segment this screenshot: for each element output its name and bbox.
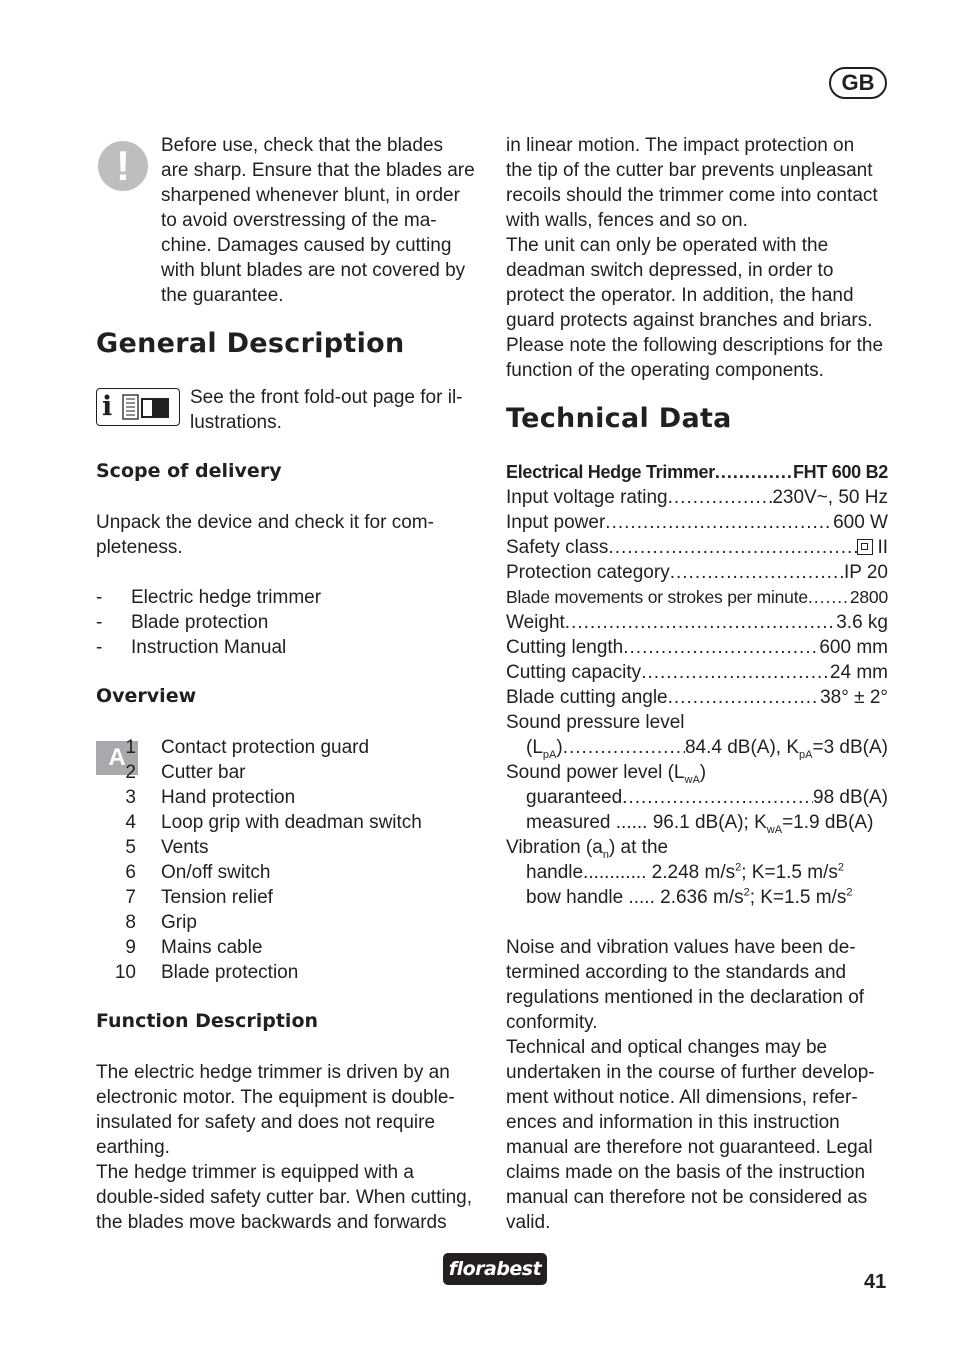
leader-dots	[668, 685, 820, 710]
text-line: pleteness.	[96, 537, 183, 558]
bow-k: ; K=1.5 m/s	[749, 887, 847, 908]
spec-row-sound-pressure-value	[506, 735, 888, 760]
measured-text: measured ...... 96.1 dB(A); K	[526, 812, 767, 833]
vib-close: ) at the	[608, 837, 669, 858]
text-line: valid.	[506, 1212, 551, 1233]
text-line: deadman switch depressed, in order to	[506, 260, 834, 281]
item-number: 2	[125, 762, 136, 783]
dash: -	[96, 612, 103, 633]
item-label: Hand protection	[161, 787, 296, 808]
spec-value: FHT 600 B2	[792, 462, 888, 482]
item-label: Vents	[161, 837, 209, 858]
spec-label	[526, 810, 873, 835]
handle-k: ; K=1.5 m/s	[741, 862, 838, 883]
text-line: claims made on the basis of the instruction	[506, 1162, 866, 1183]
lwa-sub: wA	[684, 773, 700, 785]
spec-row-cutting-length	[506, 635, 888, 660]
text-line: recoils should the trimmer come into contact	[506, 185, 878, 206]
list-item	[96, 910, 486, 935]
spec-row-sound-pressure-label	[506, 710, 888, 735]
list-item	[96, 810, 486, 835]
text-line: lustrations.	[190, 412, 282, 433]
spec-row-weight	[506, 610, 888, 635]
spec-label	[526, 860, 844, 885]
list-item	[96, 635, 486, 660]
spec-value: 98 dB(A)	[813, 787, 888, 808]
list-item	[96, 935, 486, 960]
spec-row-safety-class	[506, 535, 888, 560]
leader-dots	[622, 785, 813, 810]
spec-value	[685, 735, 888, 760]
item-label: On/off switch	[161, 862, 271, 883]
item-number: 9	[125, 937, 136, 958]
spec-label: guaranteed	[526, 787, 623, 808]
text-line: function of the operating components.	[506, 360, 824, 381]
kwa-sub: wA	[766, 823, 783, 835]
text-line: the guarantee.	[161, 285, 284, 306]
text-line: with blunt blades are not covered by	[161, 260, 466, 281]
spec-label: Weight	[506, 612, 565, 633]
item-label: Contact protection guard	[161, 737, 370, 758]
general-description-heading: General Description	[96, 328, 405, 359]
spec-value: 2800	[849, 587, 888, 607]
text-line: the blades move backwards and forwards	[96, 1212, 447, 1233]
spec-label: Blade movements or strokes per minute	[506, 587, 808, 607]
spec-row-blade-angle	[506, 685, 888, 710]
spec-label: Cutting capacity	[506, 662, 642, 683]
spec-row-power	[506, 510, 888, 535]
country-badge: GB	[829, 67, 887, 99]
handle-text: handle............ 2.248 m/s	[526, 862, 736, 883]
text-line: undertaken in the course of further develop-	[506, 1062, 875, 1083]
spec-row-cutting-capacity	[506, 660, 888, 685]
warning-icon: !	[98, 141, 148, 191]
text-line: See the front fold-out page for il-	[190, 387, 463, 408]
spec-label: Cutting length	[506, 637, 624, 658]
function-text	[96, 1060, 491, 1235]
notes-text	[506, 935, 888, 1235]
item-label: Cutter bar	[161, 762, 246, 783]
spl-value: 84.4 dB(A), K	[684, 737, 800, 758]
leader-dots	[623, 635, 819, 660]
item-number: 8	[125, 912, 136, 933]
list-item	[96, 860, 486, 885]
warning-text	[161, 133, 491, 308]
delivery-list	[96, 585, 486, 660]
text-line: ment without notice. All dimensions, refer-	[506, 1087, 858, 1108]
text-line: to avoid overstressing of the ma-	[161, 210, 437, 231]
list-item	[96, 760, 486, 785]
text-line: Before use, check that the blades	[161, 135, 444, 156]
text-line: insulated for safety and does not require	[96, 1112, 436, 1133]
leader-dots	[715, 460, 793, 485]
text-line: manual can therefore not be considered as	[506, 1187, 868, 1208]
text-line: Technical and optical changes may be	[506, 1037, 828, 1058]
text-line: ences and information in this instruction	[506, 1112, 840, 1133]
lpa-open: (L	[526, 737, 543, 758]
text-line: double-sided safety cutter bar. When cutting,	[96, 1187, 472, 1208]
leader-dots	[605, 510, 833, 535]
text-line: Noise and vibration values have been de-	[506, 937, 856, 958]
item-label: Blade protection	[161, 962, 299, 983]
list-item	[96, 610, 486, 635]
spec-label: Electrical Hedge Trimmer	[506, 462, 715, 482]
kwa-value: =1.9 dB(A)	[782, 812, 874, 833]
item-label: Electric hedge trimmer	[131, 587, 322, 608]
list-item	[96, 785, 486, 810]
list-item	[96, 885, 486, 910]
leader-dots	[641, 660, 830, 685]
bow-text: bow handle ..... 2.636 m/s	[526, 887, 744, 908]
list-item	[96, 585, 486, 610]
text-line: electronic motor. The equipment is double-	[96, 1087, 455, 1108]
item-number: 7	[125, 887, 136, 908]
text-line: regulations mentioned in the declaration of	[506, 987, 865, 1008]
item-number: 3	[125, 787, 136, 808]
lpa-sub: pA	[542, 748, 557, 760]
text-line: Unpack the device and check it for com-	[96, 512, 434, 533]
text-line: Please note the following descriptions for the	[506, 335, 884, 356]
function-heading: Function Description	[96, 1010, 319, 1032]
spec-label: Protection category	[506, 562, 670, 583]
leader-dots	[565, 610, 836, 635]
spec-row-measured	[506, 810, 888, 835]
book-icon	[121, 393, 173, 421]
list-item	[96, 835, 486, 860]
text-line: The unit can only be operated with the	[506, 235, 829, 256]
bow-sup: 2	[743, 886, 750, 899]
spec-value: 24 mm	[829, 662, 888, 683]
info-text	[190, 385, 490, 435]
text-line: The electric hedge trimmer is driven by an	[96, 1062, 450, 1083]
scope-heading: Scope of delivery	[96, 460, 282, 482]
item-number: 6	[125, 862, 136, 883]
text-line: sharpened whenever blunt, in order	[161, 185, 460, 206]
spec-value: 230V~, 50 Hz	[772, 487, 888, 508]
spec-row-model	[506, 460, 888, 485]
vib-open: Vibration (a	[506, 837, 603, 858]
technical-data-heading: Technical Data	[506, 403, 732, 434]
text-line: earthing.	[96, 1137, 170, 1158]
spec-label	[506, 835, 668, 860]
item-label: Loop grip with deadman switch	[161, 812, 422, 833]
text-line: chine. Damages caused by cutting	[161, 235, 452, 256]
overview-heading: Overview	[96, 685, 197, 707]
item-number: 1	[125, 737, 136, 758]
lpa-close: )	[556, 737, 563, 758]
lwa-close: )	[699, 762, 707, 783]
handle-k-sup: 2	[837, 861, 844, 874]
lwa-open: Sound power level (L	[506, 762, 685, 783]
spec-value: II	[877, 537, 888, 558]
scope-text	[96, 510, 486, 560]
text-line: are sharp. Ensure that the blades are	[161, 160, 475, 181]
item-number: 10	[114, 962, 136, 983]
spec-value: 600 mm	[819, 637, 888, 658]
dash: -	[96, 587, 103, 608]
technical-data-table	[506, 460, 888, 910]
spec-row-sound-power-label	[506, 760, 888, 785]
leader-dots	[668, 485, 773, 510]
leader-dots	[608, 535, 857, 560]
text-line: guard protects against branches and briars.	[506, 310, 873, 331]
item-number: 5	[125, 837, 136, 858]
handle-sup: 2	[735, 861, 742, 874]
list-item	[96, 960, 486, 985]
page-number: 41	[864, 1271, 887, 1293]
text-line: termined according to the standards and	[506, 962, 847, 983]
spec-value-wrap	[857, 535, 888, 560]
leader-dots	[563, 735, 685, 760]
item-label: Tension relief	[161, 887, 273, 908]
fold-out-a-icon: A	[96, 741, 138, 775]
text-line: protect the operator. In addition, the hand	[506, 285, 854, 306]
protection-class-ii-icon	[857, 539, 873, 555]
info-book-icon	[96, 388, 180, 426]
spec-label	[506, 760, 706, 785]
text-line: with walls, fences and so on.	[506, 210, 748, 231]
spec-value: 600 W	[833, 512, 888, 533]
leader-dots	[670, 560, 844, 585]
spec-label	[526, 735, 563, 760]
spec-value: 38° ± 2°	[820, 687, 888, 708]
spec-value: IP 20	[843, 562, 888, 583]
item-label: Grip	[161, 912, 197, 933]
text-line: in linear motion. The impact protection on	[506, 135, 855, 156]
text-line: the tip of the cutter bar prevents unpleasant	[506, 160, 873, 181]
item-label: Blade protection	[131, 612, 269, 633]
text-line: conformity.	[506, 1012, 598, 1033]
spec-row-voltage	[506, 485, 888, 510]
florabest-logo: florabest	[443, 1253, 547, 1285]
spec-label: Input voltage rating	[506, 487, 668, 508]
item-number: 4	[125, 812, 136, 833]
spec-label: Sound pressure level	[506, 712, 685, 733]
spec-row-blade-movements	[506, 585, 888, 610]
spec-row-protection	[506, 560, 888, 585]
list-item	[96, 735, 486, 760]
spec-label: Blade cutting angle	[506, 687, 668, 708]
spec-label	[526, 885, 852, 910]
spec-label: Safety class	[506, 537, 609, 558]
overview-list	[96, 735, 486, 985]
info-i-icon: i	[102, 391, 113, 422]
item-label: Instruction Manual	[131, 637, 287, 658]
dash: -	[96, 637, 103, 658]
function-text-continued	[506, 133, 888, 383]
kpa-sub: pA	[799, 748, 813, 760]
spec-row-handle	[506, 860, 888, 885]
spec-value: 3.6 kg	[836, 612, 888, 633]
leader-dots	[808, 585, 850, 610]
text-line: The hedge trimmer is equipped with a	[96, 1162, 414, 1183]
spec-label: Input power	[506, 512, 606, 533]
item-label: Mains cable	[161, 937, 263, 958]
kpa-value: =3 dB(A)	[812, 737, 888, 758]
spec-row-guaranteed	[506, 785, 888, 810]
bow-k-sup: 2	[846, 886, 853, 899]
spec-row-vibration-label	[506, 835, 888, 860]
text-line: manual are therefore not guaranteed. Legal	[506, 1137, 873, 1158]
vib-sub: n	[602, 848, 609, 860]
spec-row-bow-handle	[506, 885, 888, 910]
